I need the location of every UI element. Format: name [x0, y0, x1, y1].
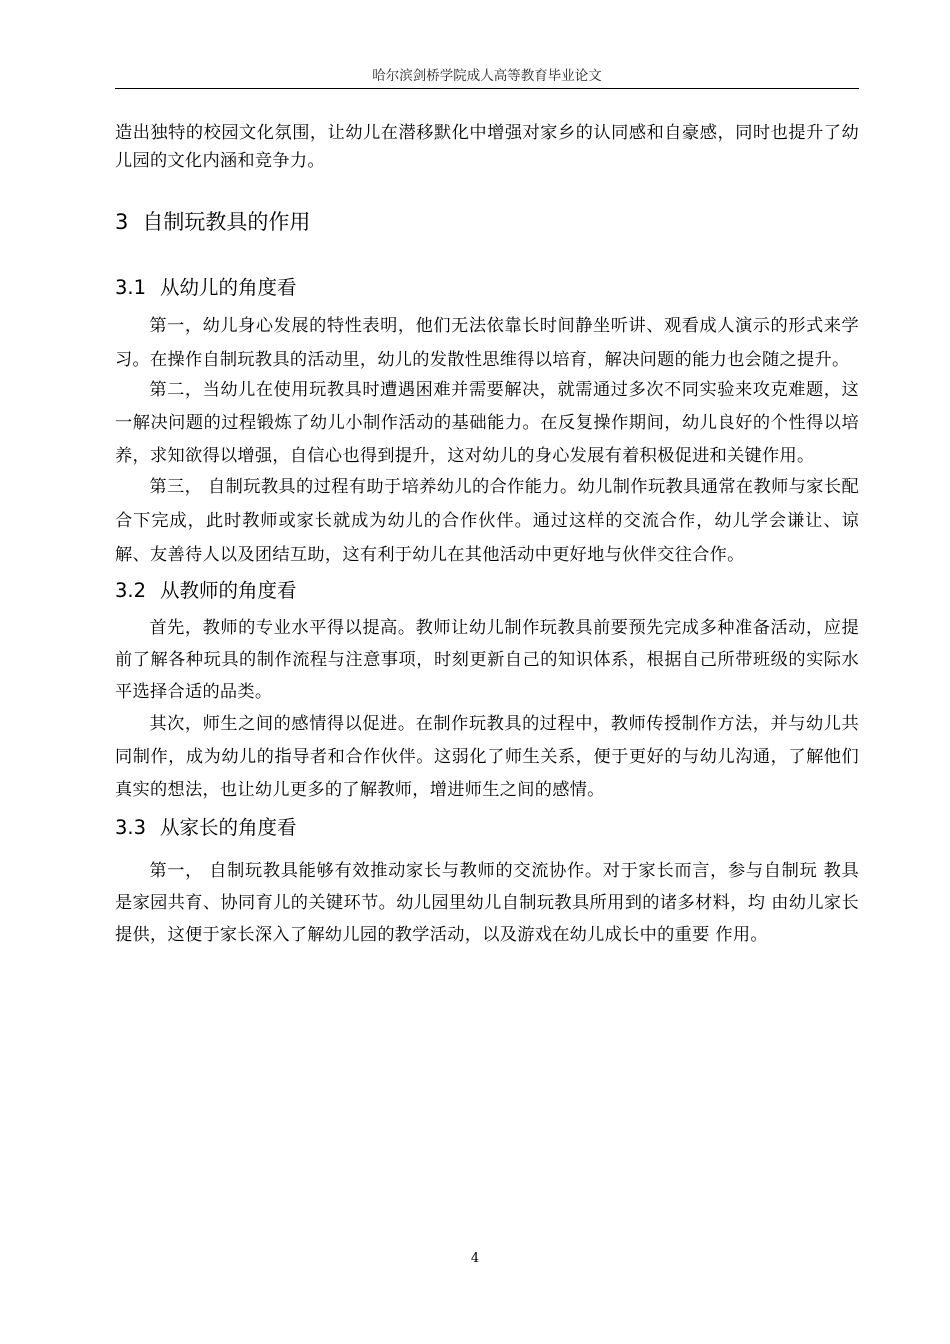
paragraph: 第二，当幼儿在使用玩教具时遭遇困难并需要解决，就需通过多次不同实验来攻克难题，这一解决问题的过程锻炼了幼儿小制作活动的基础能力。在反复操作期间，幼儿良好的个性得以培养，求知欲得以增强，自信心也得到提升，这对幼儿的身心发展有着积极促进和关键作用。 — [115, 380, 859, 466]
paragraph: 第一， 自制玩教具能够有效推动家长与教师的交流协作。对于家长而言，参与自制玩 教具是家园共育、协同育儿的关键环节。幼儿园里幼儿自制玩教具所用到的诸多材料，均 由幼儿家长提供，这便于家长深入了解幼儿园的教学活动，以及游戏在幼儿成长中的重要 作用。 — [115, 861, 859, 945]
paragraph: 第三， 自制玩教具的过程有助于培养幼儿的合作能力。幼儿制作玩教具通常在教师与家长配合下完成，此时教师或家长就成为幼儿的合作伙伴。通过这样的交流合作，幼儿学会谦让、谅解、友善待人以及团结互助，这有利于幼儿在其他活动中更好地与伙伴交往合作。 — [115, 477, 859, 565]
subsection-title: 从教师的角度看 — [160, 579, 297, 602]
page-number: 4 — [470, 1251, 480, 1266]
paragraph: 其次，师生之间的感情得以促进。在制作玩教具的过程中，教师传授制作方法，并与幼儿共同制作，成为幼儿的指导者和合作伙伴。这弱化了师生关系，便于更好的与幼儿沟通，了解他们真实的想法，也让幼儿更多的了解教师，增进师生之间的感情。 — [115, 714, 859, 800]
subsection-number: 3.2 — [115, 579, 147, 602]
subsection-number: 3.1 — [115, 276, 147, 299]
page-header: 哈尔滨剑桥学院成人高等教育毕业论文 — [372, 68, 602, 84]
section-number: 3 — [115, 210, 129, 234]
subsection-title: 从家长的角度看 — [160, 816, 297, 839]
intro-paragraph: 造出独特的校园文化氛围，让幼儿在潜移默化中增强对家乡的认同感和自豪感，同时也提升了幼儿园的文化内涵和竞争力。 — [115, 123, 859, 171]
paragraph: 第一，幼儿身心发展的特性表明，他们无法依靠长时间静坐听讲、观看成人演示的形式来学习。在操作自制玩教具的活动里，幼儿的发散性思维得以培育，解决问题的能力也会随之提升。 — [115, 316, 859, 370]
subsection-3-2-heading — [115, 576, 859, 606]
subsection-3-3-heading — [115, 813, 859, 843]
subsection-title: 从幼儿的角度看 — [160, 276, 297, 299]
subsection-3-1-heading — [115, 273, 859, 303]
page-content — [115, 119, 859, 951]
paragraph: 首先，教师的专业水平得以提高。教师让幼儿制作玩教具前要预先完成多种准备活动，应提前了解各种玩具的制作流程与注意事项，时刻更新自己的知识体系，根据自己所带班级的实际水平选择合适的品类。 — [115, 618, 859, 702]
section-title: 自制玩教具的作用 — [142, 210, 311, 234]
header-rule — [115, 88, 859, 89]
section-3-heading — [115, 207, 859, 237]
subsection-number: 3.3 — [115, 816, 147, 839]
